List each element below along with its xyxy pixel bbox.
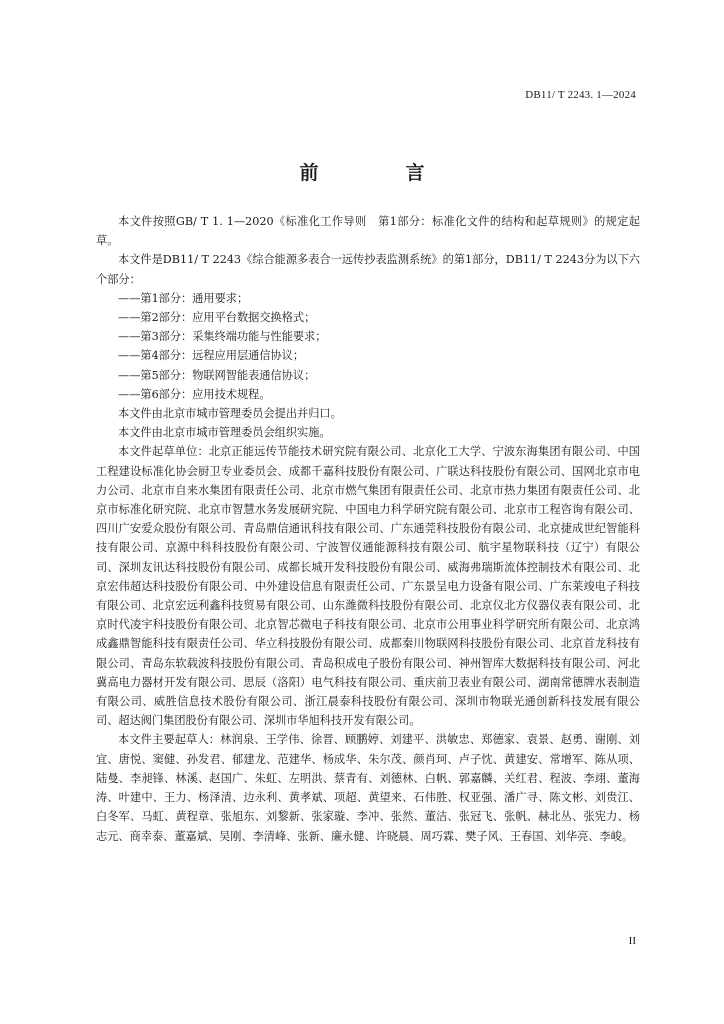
document-code: DB11/ T 2243. 1—2024 <box>525 89 636 101</box>
paragraph-series-overview: 本文件是DB11/ T 2243《综合能源多表合一远传抄表监测系统》的第1部分，DB11/ T 2243分为以下六个部分： <box>96 253 640 286</box>
paragraph-drafting-rules: 本文件按照GB/ T 1. 1—2020《标准化工作导则 第1部分：标准化文件的结构和起草规则》的规定起草。 <box>96 215 640 248</box>
paragraph-drafters: 本文件主要起草人：林润泉、王学伟、徐晋、顾鹏婷、刘建平、洪敏忠、郑德家、袁景、赵勇、谢刚、刘宜、唐悦、窦健、孙发君、郁建龙、范建华、杨成华、朱尔茂、颜肖珂、卢子忱、黄建安、常增军、陈从项、陆曼、李昶锋、林溪、赵国广、朱虹、左明洪、蔡青有、刘德林、白帆、郭嘉麟、关红君、程波、李翊、董海涛、叶建中、王力、杨泽清、边永利、黄孝斌、项超、黄望来、石伟胜、权亚强、潘广寻、陈文彬、刘贵江、白冬军、马虹、黄程章、张旭东、刘黎新、张家璇、李冲、张然、董洁、张冠飞、张帆、赫北丛、张宪力、杨志元、商幸泰、董嘉斌、吴刚、李清峰、张新、廉永健、许晓晨、周巧霖、樊子风、王春国、刘华亮、李峻。 <box>96 733 640 843</box>
list-item-part-5: ——第5部分：物联网智能表通信协议； <box>118 368 316 382</box>
paragraph-drafting-units: 本文件起草单位：北京正能远传节能技术研究院有限公司、北京化工大学、宁波东海集团有限公司、中国工程建设标准化协会厨卫专业委员会、成都千嘉科技股份有限公司、广联达科技股份有限公司、国网北京市电力公司、北京市自来水集团有限责任公司、北京市燃气集团有限责任公司、北京市热力集团有限责任公司、北京市标准化研究院、北京市智慧水务发展研究院、中国电力科学研究院有限公司、北京市工程咨询有限公司、四川广安爱众股份有限公司、青岛鼎信通讯科技有限公司、广东通莞科技股份有限公司、北京捷成世纪智能科技有限公司、京源中科科技股份有限公司、宁波智仪通能源科技有限公司、航宇星物联科技（辽宁）有限公司、深圳友讯达科技股份有限公司、成都长城开发科技股份有限公司、威海弗瑞斯流体控制技术有限公司、北京宏伟超达科技股份有限公司、中外建设信息有限责任公司、广东景呈电力设备有限公司、广东莱竣电子科技有限公司、北京宏远利鑫科技贸易有限公司、山东潍微科技股份有限公司、北京仪北方仪器仪表有限公司、北京时代凌宇科技股份有限公司、北京智芯微电子科技有限公司、北京市公用事业科学研究所有限公司、北京鸿成鑫鼎智能科技有限责任公司、华立科技股份有限公司、成都秦川物联网科技股份有限公司、北京首龙科技有限公司、青岛东软载波科技股份有限公司、青岛积成电子股份有限公司、神州智库大数据科技有限公司、河北冀高电力器材开发有限公司、思辰（洛阳）电气科技有限公司、重庆前卫表业有限公司、湖南常德牌水表制造有限公司、威胜信息技术股份有限公司、浙江晨泰科技股份有限公司、深圳市物联光通创新科技发展有限公司、超达阀门集团股份有限公司、深圳市华旭科技开发有限公司。 <box>96 445 640 728</box>
list-item-part-2: ——第2部分：应用平台数据交换格式； <box>118 311 316 325</box>
page-number: II <box>628 935 636 947</box>
list-item-part-1: ——第1部分：通用要求； <box>118 291 249 305</box>
page-title: 前 言 <box>299 162 459 184</box>
paragraph-implemented-by: 本文件由北京市城市管理委员会组织实施。 <box>118 426 331 440</box>
list-item-part-4: ——第4部分：远程应用层通信协议； <box>118 349 305 363</box>
foreword-body <box>96 212 640 846</box>
list-item-part-6: ——第6部分：应用技术规程。 <box>118 387 271 401</box>
list-item-part-3: ——第3部分：采集终端功能与性能要求； <box>118 330 327 344</box>
paragraph-proposed-by: 本文件由北京市城市管理委员会提出并归口。 <box>118 407 342 421</box>
